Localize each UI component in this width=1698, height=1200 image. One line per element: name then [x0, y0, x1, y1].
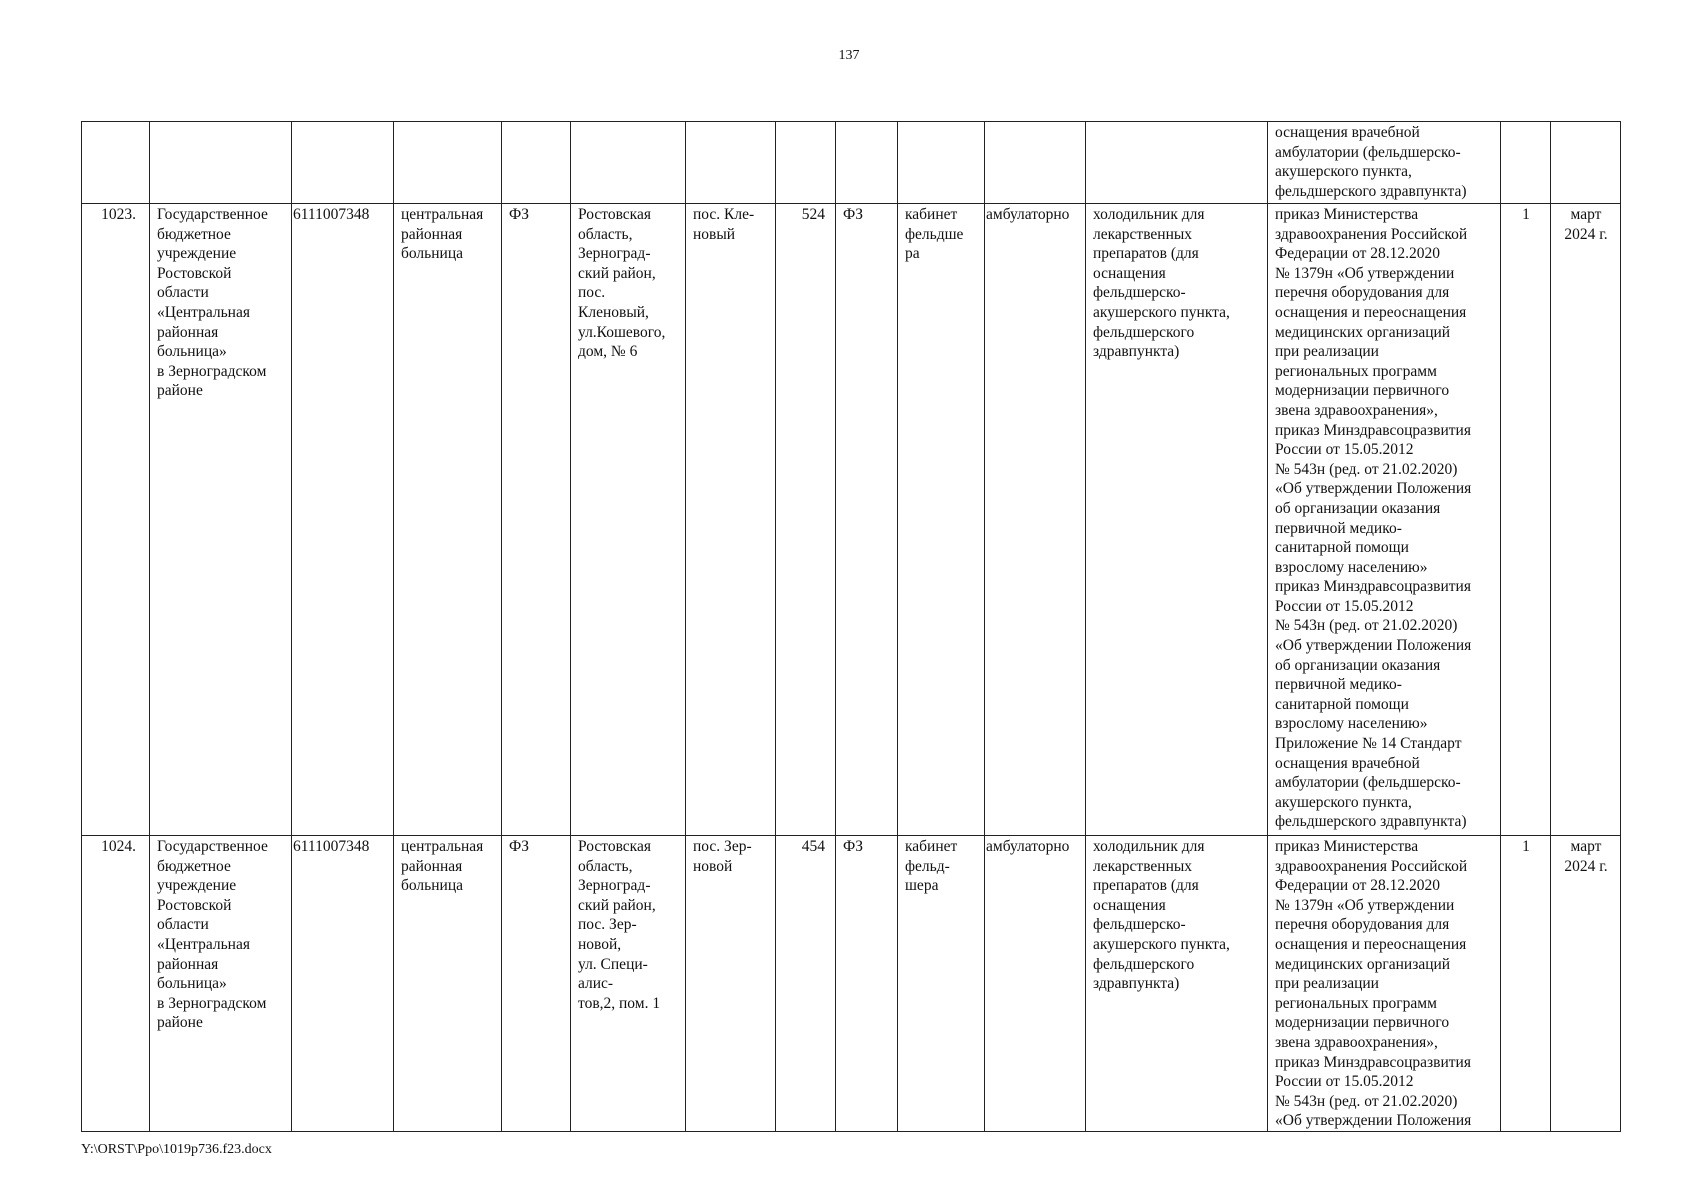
- table-row: [82, 836, 1621, 1132]
- cell-legal-basis: оснащения врачебной амбулатории (фельдшерско- акушерского пункта, фельдшерского здравпункта): [1268, 122, 1501, 204]
- cell-room: [898, 122, 985, 204]
- cell-date: март 2024 г.: [1551, 836, 1621, 1132]
- cell-care-form: [985, 122, 1086, 204]
- cell-address: Ростовская область, Зерноград- ский район, пос. Кленовый, ул.Кошевого, дом, № 6: [571, 204, 686, 836]
- cell-room: кабинет фельд- шера: [898, 836, 985, 1132]
- cell-unit-type: [836, 122, 898, 204]
- cell-care-form: амбулаторно: [985, 204, 1086, 836]
- cell-settlement: пос. Зер- новой: [686, 836, 776, 1132]
- cell-organization: Государственное бюджетное учреждение Ростовской области «Центральная районная больница» в Зерноградском районе: [150, 836, 292, 1132]
- equipment-table: [81, 121, 1621, 1132]
- cell-settlement: [686, 122, 776, 204]
- cell-equipment: холодильник для лекарственных препаратов (для оснащения фельдшерско- акушерского пункта, фельдшерского здравпункта): [1086, 836, 1268, 1132]
- cell-org-type: центральная районная больница: [394, 836, 502, 1132]
- footer-file-path: Y:\ORST\Ppo\1019p736.f23.docx: [81, 1142, 272, 1157]
- cell-source: [502, 122, 571, 204]
- table-row-continuation: [82, 122, 1621, 204]
- cell-unit-type: ФЗ: [836, 204, 898, 836]
- cell-equipment: [1086, 122, 1268, 204]
- cell-legal-basis: приказ Министерства здравоохранения Российской Федерации от 28.12.2020 № 1379н «Об утверждении перечня оборудования для оснащения и переоснащения медицинских организаций при реализации региональных программ модернизации первичного звена здравоохранения», приказ Минздравсоцразвития России от 15.05.2012 № 543н (ред. от 21.02.2020) «Об утверждении Положения: [1268, 836, 1501, 1132]
- cell-population: 454: [776, 836, 836, 1132]
- cell-source: ФЗ: [502, 204, 571, 836]
- cell-unit-type: ФЗ: [836, 836, 898, 1132]
- cell-number: 1023.: [82, 204, 150, 836]
- cell-population: 524: [776, 204, 836, 836]
- cell-address: [571, 122, 686, 204]
- cell-address: Ростовская область, Зерноград- ский район, пос. Зер- новой, ул. Специ- алис- тов,2, пом. 1: [571, 836, 686, 1132]
- page-number: 137: [838, 48, 860, 63]
- cell-number: 1024.: [82, 836, 150, 1132]
- cell-inn: 6111007348: [292, 204, 394, 836]
- cell-room: кабинет фельдше ра: [898, 204, 985, 836]
- cell-source: ФЗ: [502, 836, 571, 1132]
- cell-quantity: [1501, 122, 1551, 204]
- cell-org-type: центральная районная больница: [394, 204, 502, 836]
- cell-quantity: 1: [1501, 836, 1551, 1132]
- cell-date: март 2024 г.: [1551, 204, 1621, 836]
- cell-org-type: [394, 122, 502, 204]
- cell-organization: Государственное бюджетное учреждение Ростовской области «Центральная районная больница» в Зерноградском районе: [150, 204, 292, 836]
- cell-inn: 6111007348: [292, 836, 394, 1132]
- cell-population: [776, 122, 836, 204]
- cell-equipment: холодильник для лекарственных препаратов (для оснащения фельдшерско- акушерского пункта, фельдшерского здравпункта): [1086, 204, 1268, 836]
- cell-inn: [292, 122, 394, 204]
- cell-date: [1551, 122, 1621, 204]
- cell-organization: [150, 122, 292, 204]
- table-row: [82, 204, 1621, 836]
- cell-quantity: 1: [1501, 204, 1551, 836]
- cell-number: [82, 122, 150, 204]
- cell-settlement: пос. Кле- новый: [686, 204, 776, 836]
- cell-care-form: амбулаторно: [985, 836, 1086, 1132]
- cell-legal-basis: приказ Министерства здравоохранения Российской Федерации от 28.12.2020 № 1379н «Об утверждении перечня оборудования для оснащения и переоснащения медицинских организаций при реализации региональных программ модернизации первичного звена здравоохранения», приказ Минздравсоцразвития России от 15.05.2012 № 543н (ред. от 21.02.2020) «Об утверждении Положения об организации оказания первичной медико- санитарной помощи взрослому населению» приказ Минздравсоцразвития России от 15.05.2012 № 543н (ред. от 21.02.2020) «Об утверждении Положения об организации оказания первичной медико- санитарной помощи взрослому населению» Приложение № 14 Стандарт оснащения врачебной амбулатории (фельдшерско- акушерского пункта, фельдшерского здравпункта): [1268, 204, 1501, 836]
